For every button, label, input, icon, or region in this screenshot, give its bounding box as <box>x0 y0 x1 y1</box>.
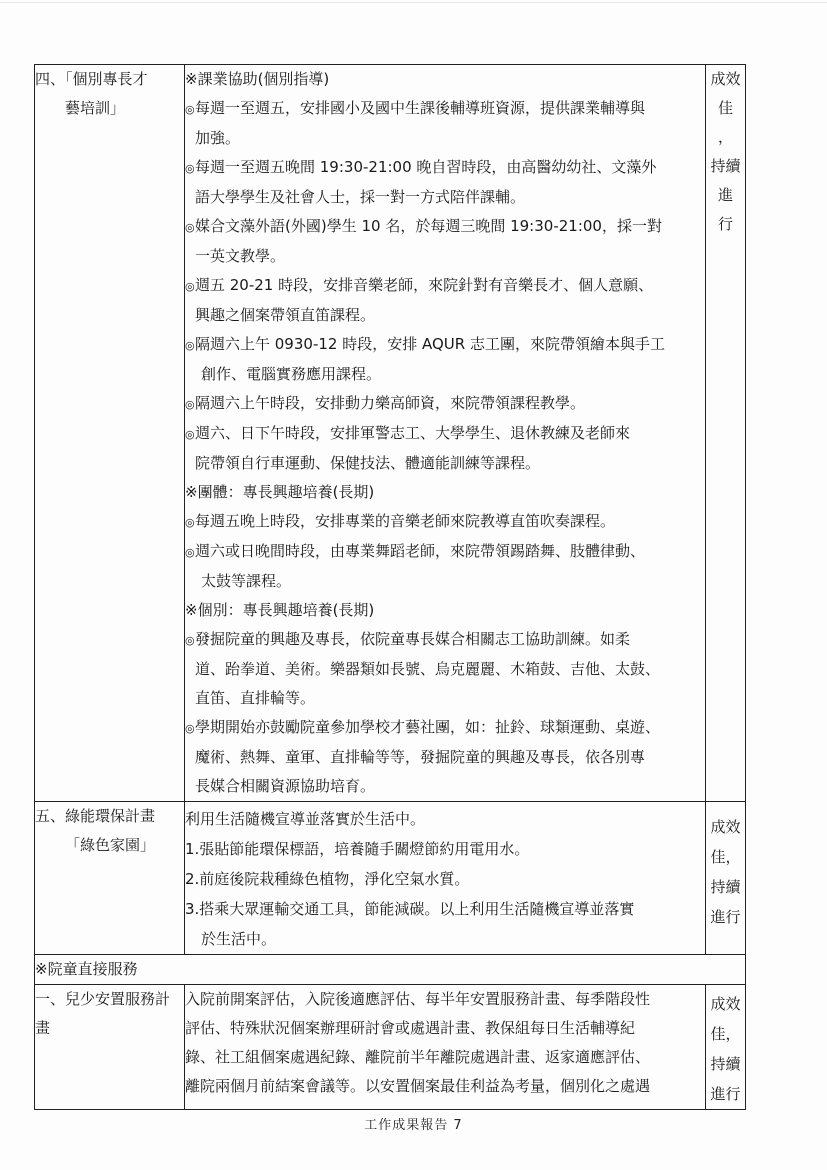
list-item-text: 每週一至週五晚間 19:30-21:00 晚自習時段，由高醫幼幼社、文藻外 <box>195 158 657 176</box>
list-item-text: 每週一至週五，安排國小及國中生課後輔導班資源，提供課業輔導與 <box>195 99 646 117</box>
section-heading: ※院童直接服務 <box>35 955 746 985</box>
list-item-text: 媒合文藻外語(外國)學生 10 名，於每週三晚間 19:30-21:00，採一對 <box>195 217 662 235</box>
result-text: 成效 <box>710 995 741 1013</box>
list-item-text: 週六、日下午時段，安排軍警志工、大學學生、退休教練及老師來 <box>195 424 631 442</box>
result-cell <box>706 985 746 1110</box>
result-text: 成效 <box>710 70 741 88</box>
category-label: 畫 <box>35 1019 51 1037</box>
list-item-text: 語大學學生及社會人士，採一對一方式陪伴課輔。 <box>195 188 526 206</box>
category-cell <box>35 65 185 802</box>
list-item <box>185 772 705 801</box>
list-item-text: 院帶領自行車運動、保健技法、體適能訓練等課程。 <box>195 454 541 472</box>
result-text: 進 <box>717 186 733 204</box>
work-results-table <box>34 64 746 1110</box>
list-item-text: 隔週六上午 0930-12 時段，安排 AQUR 志工團，來院帶領繪本與手工 <box>195 335 665 353</box>
result-text: 持續 <box>710 157 741 175</box>
result-text: 佳， <box>710 848 741 866</box>
list-item-text: 2.前庭後院栽種綠色植物，淨化空氣水質。 <box>185 870 470 888</box>
list-item <box>185 894 705 924</box>
list-item <box>185 864 705 894</box>
bullet-icon: ◎ <box>185 339 195 352</box>
list-item <box>185 834 705 864</box>
list-item-text: 興趣之個案帶領直笛課程。 <box>195 306 376 324</box>
list-item <box>185 153 705 183</box>
list-item <box>185 804 705 834</box>
result-text: 佳， <box>710 1025 741 1043</box>
list-item <box>185 743 705 772</box>
content-cell <box>185 65 706 802</box>
category-label: 一、兒少安置服務計 <box>35 990 171 1008</box>
bullet-icon: ◎ <box>185 722 195 735</box>
list-item-text: 發掘院童的興趣及專長，依院童專長媒合相關志工協助訓練。如柔 <box>195 630 631 648</box>
list-item-text: 隔週六上午時段，安排動力樂高師資，來院帶領課程教學。 <box>195 394 586 412</box>
result-text: 行 <box>717 215 733 233</box>
list-item-text: 週五 20-21 時段，安排音樂老師，來院針對有音樂長才、個人意願、 <box>195 276 654 294</box>
result-text: 進行 <box>710 1085 741 1103</box>
list-item-text: 利用生活隨機宣導並落實於生活中。 <box>185 810 426 828</box>
category-label: 「綠色家園」 <box>65 836 156 854</box>
content-cell <box>185 802 706 955</box>
category-cell <box>35 802 185 955</box>
result-cell <box>706 802 746 955</box>
bullet-icon: ◎ <box>185 634 195 647</box>
result-text: 佳 <box>717 99 733 117</box>
list-item-text: ※團體：專長興趣培養(長期) <box>185 483 375 501</box>
result-cell <box>706 65 746 802</box>
list-item-text: ※個別：專長興趣培養(長期) <box>185 601 375 619</box>
list-item-text: 學期開始亦鼓勵院童參加學校才藝社團，如：扯鈴、球類運動、桌遊、 <box>195 718 661 736</box>
bullet-icon: ◎ <box>185 546 195 559</box>
list-item <box>185 183 705 212</box>
list-item <box>185 389 705 419</box>
list-item-text: 週六或日晚間時段，由專業舞蹈老師，來院帶領踢踏舞、肢體律動、 <box>195 542 646 560</box>
content-cell <box>185 985 706 1110</box>
list-item <box>185 360 705 389</box>
list-item <box>185 330 705 360</box>
list-item-text: ※課業協助(個別指導) <box>185 70 330 88</box>
list-item: 評估、特殊狀況個案辦理研討會或處遇計畫、教保組每日生活輔導紀 <box>185 1019 636 1037</box>
list-item <box>185 596 705 625</box>
list-item <box>185 419 705 449</box>
category-label: 藝培訓」 <box>65 99 126 117</box>
list-item-text: 魔術、熱舞、童軍、直排輪等等，發掘院童的興趣及專長，依各別專 <box>195 748 646 766</box>
bullet-icon: ◎ <box>185 428 195 441</box>
list-item-text: 道、跆拳道、美術。樂器類如長號、烏克麗麗、木箱鼓、吉他、太鼓、 <box>195 660 661 678</box>
result-text: 持續 <box>710 1055 741 1073</box>
result-text: ， <box>717 128 733 146</box>
list-item <box>185 684 705 713</box>
list-item <box>185 924 705 954</box>
scan-edge-line <box>0 2 827 3</box>
table-row-section5 <box>35 802 746 955</box>
list-item-text: 長媒合相關資源協助培育。 <box>195 777 376 795</box>
page-footer: 工作成果報告 7 <box>364 1118 463 1133</box>
bullet-icon: ◎ <box>185 103 195 116</box>
list-item-text: 1.張貼節能環保標語，培養隨手關燈節約用電用水。 <box>185 840 530 858</box>
bullet-icon: ◎ <box>185 280 195 293</box>
list-item-text: 加強。 <box>195 129 241 147</box>
list-item <box>185 713 705 743</box>
bullet-icon: ◎ <box>185 398 195 411</box>
table-row-direct-service <box>35 955 746 985</box>
list-item <box>185 537 705 567</box>
list-item <box>185 212 705 242</box>
list-item-text: 3.搭乘大眾運輸交通工具，節能減碳。以上利用生活隨機宣導並落實 <box>185 900 635 918</box>
category-cell <box>35 985 185 1110</box>
list-item <box>185 507 705 537</box>
list-item: 錄、社工組個案處遇紀錄、離院前半年離院處遇計畫、返家適應評估、 <box>185 1048 651 1066</box>
bullet-icon: ◎ <box>185 162 195 175</box>
list-item <box>185 94 705 124</box>
list-item-text: 一英文教學。 <box>195 247 286 265</box>
category-label: 四、「個別專長才 <box>35 70 148 88</box>
list-item <box>185 655 705 684</box>
list-item: 入院前開案評估，入院後適應評估、每半年安置服務計畫、每季階段性 <box>185 990 651 1008</box>
list-item: 離院兩個月前結案會議等。以安置個案最佳利益為考量，個別化之處遇 <box>185 1077 651 1095</box>
table-row-section4 <box>35 65 746 802</box>
list-item <box>185 625 705 655</box>
list-item <box>185 65 705 94</box>
list-item <box>185 301 705 330</box>
list-item <box>185 567 705 596</box>
list-item <box>185 124 705 153</box>
category-label: 五、綠能環保計畫 <box>35 807 156 825</box>
result-text: 進行 <box>710 908 741 926</box>
result-text: 持續 <box>710 878 741 896</box>
table-row-child-placement <box>35 985 746 1110</box>
list-item-text: 於生活中。 <box>201 930 277 948</box>
list-item <box>185 271 705 301</box>
list-item-text: 每週五晚上時段，安排專業的音樂老師來院教導直笛吹奏課程。 <box>195 512 616 530</box>
result-text: 成效 <box>710 818 741 836</box>
list-item-text: 創作、電腦實務應用課程。 <box>201 365 382 383</box>
list-item <box>185 242 705 271</box>
list-item-text: 直笛、直排輪等。 <box>195 689 316 707</box>
bullet-icon: ◎ <box>185 516 195 529</box>
list-item <box>185 478 705 507</box>
bullet-icon: ◎ <box>185 221 195 234</box>
list-item <box>185 449 705 478</box>
list-item-text: 太鼓等課程。 <box>201 572 292 590</box>
